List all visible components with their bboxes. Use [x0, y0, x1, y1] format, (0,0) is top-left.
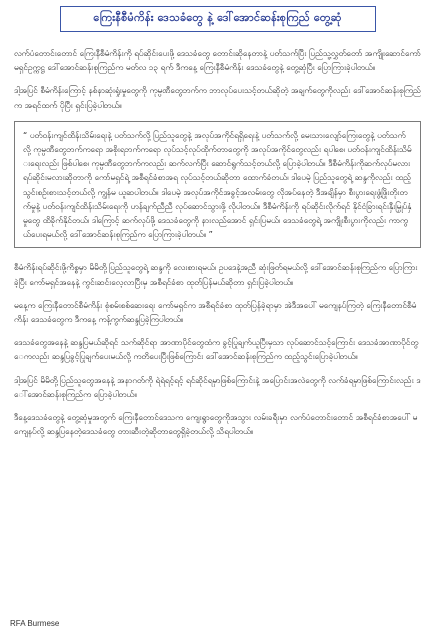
paragraph-3: စီမံကိန်းရပ်ဆိုင်းဖို့ကိစ္စမှာ မိမိတို့ပြည်သူတွေရဲ့ ဆန္ဒကို လေးစားရမယ်၊ ဥပဒေနဲ့အညီ ဆုံးဖြတ်ရမယ်လို့ ဒေါ်အောင်ဆန်းစုကြည်က ပြောကြားခဲ့ပြီး ကော်မရှင်အနေနဲ့ ကွင်းဆင်းလေ့လာပြီးမှ အစီရင်ခံစာ ထုတ်ပြန်မယ်ဆိုတာ ရှင်းပြခဲ့ပါတယ်။: [14, 262, 418, 287]
headline-box: [60, 6, 376, 32]
article-body: [10, 46, 425, 438]
headline: ကြေးနီစီမံကိန်း ဒေသခံတွေ နဲ့ ဒေါ်အောင်ဆန်းစုကြည် တွေ့ဆုံ: [93, 11, 342, 24]
paragraph-4: မနေ့က ကြေးနီတောင်စီမံကိန်း စုံစမ်းစစ်ဆေးရေး ကော်မရှင်က အစီရင်ခံစာ ထုတ်ပြန်ခဲ့ရာမှာ အဲဒီအပေါ် မကျေနပ်ကြတဲ့ ကြေးနီတောင်စီမံကိန်း ဒေသခံတွေက ဒီကနေ့ ကန့်ကွက်ဆန္ဒပြခဲ့ကြပါတယ်။: [14, 299, 417, 325]
paragraph-2: ဒါ့အပြင် စီမံကိန်းကြောင့် နစ်နာဆုံးရှုံးမှုတွေကို ကုမ္ပဏီတွေဘက်က ဘာလုပ်ပေးသင့်တယ်ဆိုတဲ့ အချက်တွေကိုလည်း ဒေါ်အောင်ဆန်းစုကြည်က အရင်ထက် ပိုပြီး ရှင်းပြခဲ့ပါတယ်။: [14, 85, 421, 110]
paragraph-6: ဒါ့အပြင် မိမိတို့ပြည်သူတွေအနေနဲ့ အနာဂတ်ကို ရဲရဲရင့်ရင့် ရင်ဆိုင်ရမှာဖြစ်ကြောင်းနဲ့ အပြောင်းအလဲတွေကို လက်ခံရမှာဖြစ်ကြောင်းလည်း ဒေါ်အောင်ဆန်းစုကြည်က ပြောခဲ့ပါတယ်။: [14, 374, 421, 399]
paragraph-7: ဒီနေ့ဒေသခံတွေနဲ့ တွေ့ဆုံမှုအတွက် ကြေးနီတောင်ဒေသက ကျေးရွာတွေကိုအသွား လမ်းခရီးမှာ လက်ပံတောင်းတောင် အစီရင်ခံစာအပေါ် မကျေနပ်လို့ ဆန္ဒပြနေတဲ့ဒေသခံတွေ တားဆီးတဲ့ဆိုတာတွေရှိခဲ့တယ်လို့ သိရပါတယ်။: [14, 412, 418, 437]
paragraph-5: ဒေသခံတွေအနေနဲ့ ဆန္ဒပြမယ်ဆိုရင် သက်ဆိုင်ရာ အာဏာပိုင်တွေထံက ခွင့်ပြုချက်ယူပြီးမှသာ လုပ်ဆောင်သင့်ကြောင်း ဒေသခံအာဏာပိုင်တွေကလည်း ဆန္ဒပြခွင့်ပြုချက်ပေးမယ်လို့ ကတိပေးပြီးဖြစ်ကြောင်း ဒေါ်အောင်ဆန်းစုကြည်က ထည့်သွင်းပြောခဲ့ပါတယ်။: [14, 337, 419, 362]
paragraph-1: လက်ပံတောင်းတောင် ကြေးနီစီမံကိန်းကို ရပ်ဆိုင်းပေးဖို့ ဒေသခံတွေ တောင်းဆိုနေတာနဲ့ ပတ်သက်ပြီး ပြည်သူ့လွှတ်တော် အကျိုးဆောင်ကော်မရှင်ဥက္ကဋ္ဌ ဒေါ်အောင်ဆန်းစုကြည်က မတ်လ ၁၃ ရက် ဒီကနေ့ ကြေးနီစီမံကိန်း ဒေသခံတွေနဲ့ တွေ့ဆုံပြီး ပြောကြားခဲ့ပါတယ်။: [14, 48, 421, 73]
source-credit: RFA Burmese: [10, 619, 60, 628]
quote-text: “ ပတ်ဝန်းကျင်ထိန်းသိမ်းရေးနဲ့ ပတ်သက်လို့ ပြည်သူတွေနဲ့ အလုပ်အကိုင်ရရှိရေးနဲ့ ပတ်သက်လို့ မေးသားလျော်ကြေးတွေနဲ့ ပတ်သက်လို့ ကုမ္ပဏီတွေဘက်ကရော အစိုးရဘက်ကရော လုပ်သင့်လုပ်ထိုက်တာတွေကို အလုပ်အကိုင်တွေလည်း ရပါစေ၊ ပတ်ဝန်းကျင်ထိန်းသိမ်းရေးလည်း ဖြစ်ပါစေ၊ ကုမ္ပဏီတွေဘက်ကလည်း ဆက်လက်ပြီး ဆောင်ရွက်သင့်တယ်လို့ ပြောခဲ့ပါတယ်။ ဒီစီမံကိန်းကိုဆက်လုပ်မလား ရပ်ဆိုင်းမလားဆိုတာကို ကော်မရှင်ရဲ့ အစီရင်ခံစာအရ လုပ်သင့်တယ်ဆိုတာ ထောက်ခံတယ်၊ ဒါပေမဲ့ ပြည်သူတွေရဲ့ ဆန္ဒကိုလည်း ထည့်သွင်းစဉ်းစားသင့်တယ်လို့ ကျွန်မ ယူဆပါတယ်။ ဒါပေမဲ့ အလုပ်အကိုင်အခွင့်အလမ်းတွေ လိုအပ်နေတဲ့ ဒီအချိန်မှာ စီးပွားရေးဖွံ့ဖြိုးတိုးတက်မှုနဲ့ ပတ်ဝန်းကျင်ထိန်းသိမ်းရေးကို ဟန်ချက်ညီညီ လုပ်ဆောင်သွားဖို့ လိုပါတယ်။ ဒီစီမံကိန်းကို ရပ်ဆိုင်းလိုက်ရင် နိုင်ငံခြားရင်းနှီးမြှုပ်နှံမှုတွေ ထိခိုက်နိုင်တယ်၊ ဒါကြောင့် ဆက်လုပ်ဖို့ ဒေသခံတွေကို နားလည်အောင် ရှင်းပြမယ်၊ ဒေသခံတွေရဲ့ အကျိုးစီးပွားကိုလည်း ကာကွယ်ပေးရမယ်လို့ ဒေါ်အောင်ဆန်းစုကြည်က ပြောကြားခဲ့ပါတယ်။ ”: [23, 129, 412, 240]
quote-box: [14, 121, 421, 249]
